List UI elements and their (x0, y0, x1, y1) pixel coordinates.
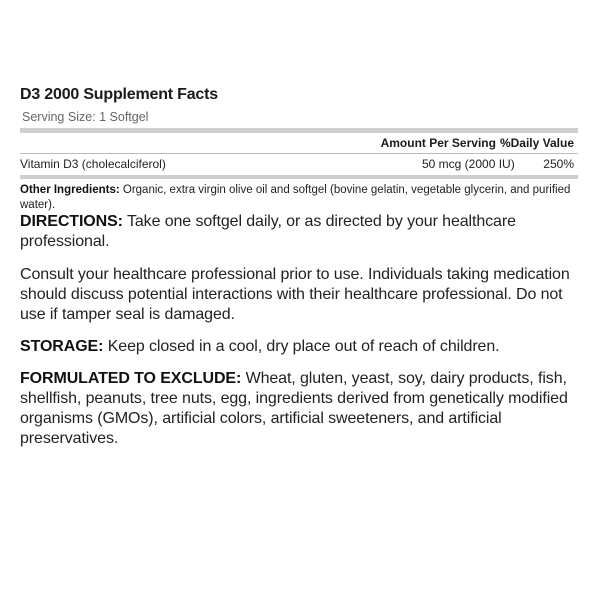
other-ingredients (20, 179, 578, 213)
daily-value-header: %Daily Value (499, 136, 574, 150)
serving-size: Serving Size: 1 Softgel (20, 110, 578, 133)
exclude-text: Wheat, gluten, yeast, soy, dairy products, fish, shellfish, peanuts, tree nuts, egg, ingredients derived from genetically modified organisms (GMOs), artificial colors, artificial sweeteners, and artificial preservatives. (20, 370, 568, 447)
other-ingredients-label: Other Ingredients: (20, 184, 120, 196)
exclude-paragraph (20, 369, 580, 449)
consult-paragraph: Consult your healthcare professional prior to use. Individuals taking medication should discuss potential interactions with their healthcare professional. Do not use if tamper seal is damaged. (20, 266, 570, 323)
nutrient-row (20, 154, 578, 179)
other-ingredients-text: Organic, extra virgin olive oil and softgel (bovine gelatin, vegetable glycerin, and purified water). (20, 184, 571, 211)
storage-label: STORAGE: (20, 338, 104, 355)
supplement-facts-panel (20, 86, 578, 213)
storage-text: Keep closed in a cool, dry place out of reach of children. (107, 338, 500, 355)
facts-title: D3 2000 Supplement Facts (20, 86, 218, 103)
amount-per-serving-header: Amount Per Serving (380, 136, 496, 150)
exclude-label: FORMULATED TO EXCLUDE: (20, 370, 242, 387)
directions-label: DIRECTIONS: (20, 213, 123, 230)
nutrient-name: Vitamin D3 (cholecalciferol) (20, 157, 166, 171)
facts-header-row (20, 133, 578, 154)
nutrient-amount: 50 mcg (2000 IU) (422, 157, 515, 171)
nutrient-daily-value: 250% (543, 157, 574, 171)
directions-paragraph (20, 212, 580, 252)
directions-text: Take one softgel daily, or as directed by your healthcare professional. (20, 213, 516, 250)
storage-paragraph (20, 337, 580, 357)
